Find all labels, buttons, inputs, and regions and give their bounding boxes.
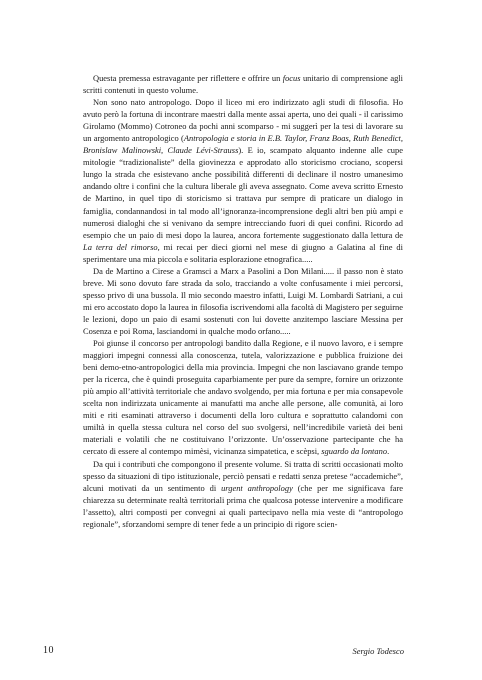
italic-text: La terra del rimorso [83,241,158,252]
paragraph [83,72,403,96]
paragraph [83,265,403,337]
text-run: Questa premessa estravagante per riflettere e offrire un [93,73,283,83]
italic-text: sguardo da lontano [321,446,388,457]
page-number: 10 [43,645,54,656]
text-run: ). E io, scampato alquanto indenne alle cupe mitologie “tradizionaliste” della giovinezza e approdato allo storicismo crociano, scopersi lungo la strada che esistevano anche possibilità differenti di declinare il nostro umanesimo andando oltre i confini che la cultura liberale gli aveva assegnato. Come aveva scritto Ernesto de Martino, in quel tipo di storicismo si trattava pur sempre di praticare un dialogo in famiglia, condannandosi in tal modo all’ignoranza-incomprensione degli altri ben più ampi e numerosi dialoghi che si venivano da sempre intrecciando fuori di quei confini. Ricordo ad esempio che un paio di mesi dopo la laurea, ancora fortemente suggestionato dalla lettura de [83,145,403,240]
text-run: Non sono nato antropologo. Dopo il liceo mi ero indirizzato agli studi di filosofia. Ho avuto però la fortuna di incontrare maestri dalla mente assai aperta, uno dei quali - il carissimo Girolamo (Mommo) Cotroneo da pochi anni scomparso - mi suggerì per la tesi di lavorare su un argomento antropologico ( [83,97,403,144]
text-run: unitario di comprensione agli scritti contenuti in questo volume. [83,73,403,96]
text-run: . [387,446,390,457]
paragraph [83,458,403,530]
paragraph [83,337,403,457]
italic-text: urgent anthropology [221,482,293,493]
italic-text: Antropologia e storia in E.B. Taylor, Franz Boas, Ruth Benedict, Bronislaw Malinowski, Claude Lévi-Strauss [83,133,403,156]
running-footer-author: Sergio Todesco [352,646,404,656]
body-text [83,72,403,530]
italic-text: focus [282,73,301,83]
text-run: (che per me significava fare chiarezza su determinate realtà territoriali prima che qualcosa potesse intervenire a modificare l’assetto), altri composti per convegni ai quali partecipavo nella mia veste di “antropologo regionale”, sforzandomi sempre di tener fede a un principio di rigore scien- [83,482,403,529]
paragraph [83,96,403,265]
text-run: , mi recai per dieci giorni nel mese di giugno a Galatina al fine di sperimentare una mia piccola e solitaria esplorazione etnografica..... [83,241,403,264]
text-run: Da de Martino a Cirese a Gramsci a Marx a Pasolini a Don Milani..... il passo non è stato breve. Mi sono dovuto fare strada da solo, tracciando a volte confusamente i miei percorsi, spesso privo di una bussola. Il mio secondo maestro infatti, Luigi M. Lombardi Satriani, a cui mi ero accostato dopo la laurea in filosofia iscrivendomi alla facoltà di Magistero per seguirne le lezioni, dopo un paio di esami sostenuti con lui dovette anzitempo lasciare Messina per Cosenza e poi Roma, lasciandomi in qualche modo orfano..... [83,265,403,336]
text-run: Da qui i contributi che compongono il presente volume. Si tratta di scritti occasionati molto spesso da situazioni di tipo istituzionale, perciò pensati e redatti senza pretese “accademiche”, alcuni motivati da un sentimento di [83,458,403,493]
text-run: Poi giunse il concorso per antropologi bandito dalla Regione, e il nuovo lavoro, e i sempre maggiori impegni connessi alla conoscenza, tutela, valorizzazione e pubblica fruizione dei beni demo-etno-antropologici della mia provincia. Impegni che non lasciavano grande tempo per la ricerca, che è quindi proseguita caparbiamente per pure da sempre, fornire un orizzonte più ampio all’attività territoriale che andavo svolgendo, per mia fortuna e per mia consapevole scelta non indirizzata unicamente ai manufatti ma anche alle persone, alle comunità, ai loro miti e riti esaminati attraverso i documenti della loro cultura e soprattutto calandomi con umiltà in quella stessa cultura nel corso del suo svolgersi, nell’incredibile varietà dei beni materiali e volatili che ne costituivano l’orizzonte. Un’osservazione partecipante che ha cercato di essere al contempo mimèsi, vicinanza simpatetica, e scèpsi, [83,338,403,457]
